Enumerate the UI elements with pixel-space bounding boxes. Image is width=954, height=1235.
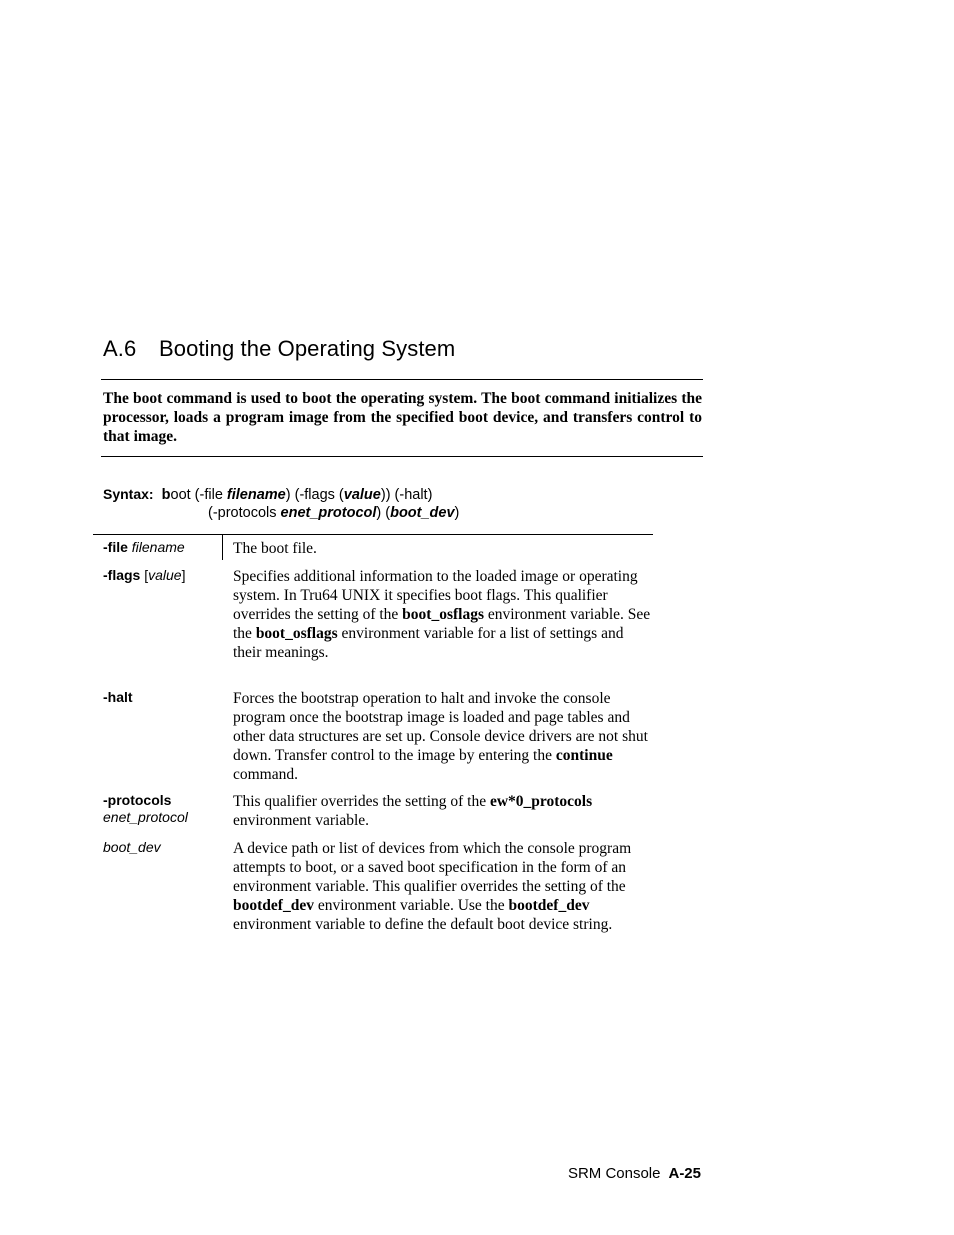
qualifier-term: -halt <box>103 689 133 705</box>
syntax-cmd-rest: oot (-file <box>170 487 227 503</box>
abstract-paragraph: The boot command is used to boot the operating system. The boot command initializes the processor, loads a program image from the specified boot device, and transfers control to that image. <box>103 390 702 445</box>
syntax-protocols-open: (-protocols <box>208 505 281 521</box>
syntax-boot-dev: boot_dev <box>390 505 455 521</box>
table-column-divider <box>222 534 223 560</box>
qualifier-description: This qualifier overrides the setting of the ew*0_protocols environment variable. <box>233 793 593 829</box>
syntax-cmd-b: b <box>161 487 171 503</box>
syntax-close: ) <box>454 505 460 521</box>
section-number: A.6 <box>103 336 137 361</box>
qualifier-description: The boot file. <box>233 540 317 557</box>
syntax-flags-close: )) (-halt) <box>380 487 433 503</box>
qualifier-term: -flags [value] <box>103 567 186 583</box>
table-top-rule <box>93 534 653 535</box>
page-number: A-25 <box>668 1165 701 1182</box>
syntax-label: Syntax: <box>103 486 154 502</box>
abstract-bottom-rule <box>101 456 703 457</box>
qualifier-description: Forces the bootstrap operation to halt and invoke the console program once the bootstrap image is loaded and page tables and other data structures are set up. Console device drivers are not shut down. Transfer control to the image by entering the continue command. <box>233 690 648 783</box>
qualifier-term: boot_dev <box>103 839 161 855</box>
syntax-line-2 <box>208 504 459 523</box>
syntax-mid: ) ( <box>376 505 391 521</box>
qualifier-term: -file filename <box>103 539 185 555</box>
page-footer <box>568 1165 701 1182</box>
syntax-block <box>103 485 460 521</box>
syntax-value: value <box>343 487 381 503</box>
syntax-enet-protocol: enet_protocol <box>280 505 377 521</box>
qualifier-term: -protocols enet_protocol <box>103 792 188 825</box>
section-heading <box>103 336 455 362</box>
footer-label: SRM Console <box>567 1165 661 1182</box>
qualifier-description: Specifies additional information to the loaded image or operating system. In Tru64 UNIX it specifies boot flags. This qualifier overrides the setting of the boot_osflags environment variable. See the boot_osflags environment variable for a list of settings and their meanings. <box>233 568 651 661</box>
abstract-top-rule <box>101 379 703 380</box>
section-title: Booting the Operating System <box>159 336 456 361</box>
syntax-flags-open: ) (-flags ( <box>285 487 344 503</box>
qualifier-description: A device path or list of devices from which the console program attempts to boot, or a saved boot specification in the form of an environment variable. This qualifier overrides the setting of the bootdef_dev environment variable. Use the bootdef_dev environment variable to define the default boot device string. <box>233 840 632 933</box>
syntax-filename: filename <box>226 487 286 503</box>
